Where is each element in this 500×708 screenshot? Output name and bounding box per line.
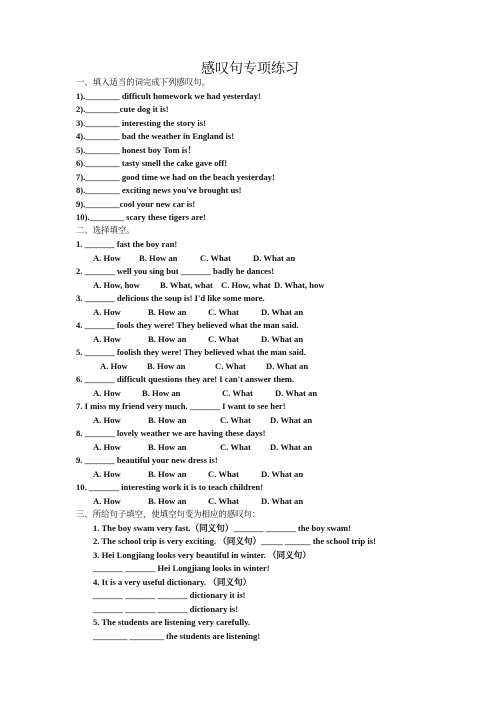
s3-line-9: ________ ________ the students are listening! (93, 631, 261, 641)
option-a: A. How (93, 307, 121, 317)
option-b: B. How an (148, 415, 187, 425)
s2-question-1: 1. _______ fast the boy ran! (76, 239, 178, 249)
option-b: B. How an (148, 442, 187, 452)
option-a: A. How (93, 253, 121, 263)
section1-heading: 一、填入适当的词完成下列感叹句。 (76, 77, 210, 87)
option-d: D. What an (270, 442, 313, 452)
s1-item-8: 8).________ exciting news you've brought us! (76, 185, 242, 195)
s3-line-5: 4. It is a very useful dictionary. （同义句） (93, 577, 252, 587)
option-c: C. What (215, 361, 246, 371)
option-d: D. What an (261, 469, 304, 479)
option-b: B. How an (148, 496, 187, 506)
option-d: D. What an (261, 496, 304, 506)
option-c: C. What (208, 334, 239, 344)
s2-question-5: 5. _______ foolish they were! They believed what the man said. (76, 347, 306, 357)
option-a: A. How (93, 442, 121, 452)
option-a: A. How (93, 415, 121, 425)
option-a: A. How (100, 361, 128, 371)
option-b: B. How an (139, 253, 178, 263)
option-b: B. How an (148, 334, 187, 344)
section2-heading: 二、选择填空。 (76, 225, 135, 235)
section3-heading: 三、所给句子填空，使填空句变为相应的感叹句： (76, 509, 261, 519)
s1-item-3: 3).________ interesting the story is! (76, 118, 206, 128)
option-c: C. What (222, 388, 253, 398)
s2-question-7: 7. I miss my friend very much. _______ I want to see her! (76, 401, 286, 411)
s3-line-8: 5. The students are listening very carefully. (93, 617, 251, 627)
option-a: A. How (93, 469, 121, 479)
s3-line-7: _______ _______ _______ dictionary is! (93, 604, 239, 614)
s3-line-4: _______ _______ Hei Longjiang looks in winter! (93, 563, 270, 573)
option-c: C. What (208, 307, 239, 317)
s1-item-6: 6).________ tasty smell the cake gave off! (76, 158, 228, 168)
option-b: B. How an (142, 388, 181, 398)
option-b: B. How an (148, 469, 187, 479)
s2-question-9: 9. _______ beautiful your new dress is! (76, 455, 218, 465)
s3-line-1: 1. The boy swam very fast.（同义句）_______ _______ the boy swam! (93, 523, 351, 533)
option-c: C. What (208, 496, 239, 506)
s2-question-8: 8. _______ lovely weather we are having these days! (76, 428, 266, 438)
option-d: D. What an (261, 307, 304, 317)
s2-question-2: 2. _______ well you sing but _______ badly he dances! (76, 266, 275, 276)
s1-item-2: 2).________cute dog it is! (76, 104, 169, 114)
s3-line-3: 3. Hei Longjiang looks very beautiful in winter. （同义句） (93, 550, 311, 560)
s2-question-6: 6. _______ difficult questions they are! I can't answer them. (76, 374, 295, 384)
s1-item-7: 7).________ good time we had on the beach yesterday! (76, 172, 275, 182)
option-d: D. What an (261, 334, 304, 344)
option-c: C. What (220, 442, 251, 452)
s1-item-9: 9).________cool your new car is! (76, 199, 196, 209)
option-c: C. What (200, 253, 231, 263)
option-a: A. How, how (93, 280, 140, 290)
option-c: C. How, what (221, 280, 271, 290)
option-d: D. What an (266, 361, 309, 371)
s1-item-1: 1).________ difficult homework we had yesterday! (76, 91, 261, 101)
option-c: C. What (220, 415, 251, 425)
option-b: B. What, what (160, 280, 213, 290)
s2-question-4: 4. _______ fools they were! They believed what the man said. (76, 320, 299, 330)
s1-item-5: 5).________ honest boy Tom is！ (76, 145, 197, 155)
page-title: 感叹句专项练习 (201, 61, 299, 77)
option-a: A. How (93, 496, 121, 506)
option-d: D. What an (270, 415, 313, 425)
option-d: D. What, how (274, 280, 325, 290)
option-c: C. What (208, 469, 239, 479)
s2-question-3: 3. _______ delicious the soup is! I'd like some more. (76, 293, 265, 303)
option-b: B. How an (147, 361, 186, 371)
s3-line-2: 2. The school trip is very exciting. （同义句）_____ ______ the school trip is! (93, 536, 376, 546)
s3-line-6: _______ _______ _______ dictionary it is! (93, 590, 246, 600)
option-a: A. How (93, 334, 121, 344)
s1-item-4: 4).________ bad the weather in England is! (76, 131, 235, 141)
s2-question-10: 10. _______ interesting work it is to teach children! (76, 482, 264, 492)
option-a: A. How (93, 388, 121, 398)
option-d: D. What an (253, 253, 296, 263)
option-b: B. How an (148, 307, 187, 317)
option-d: D. What an (275, 388, 318, 398)
s1-item-10: 10).________ scary these tigers are! (76, 212, 206, 222)
